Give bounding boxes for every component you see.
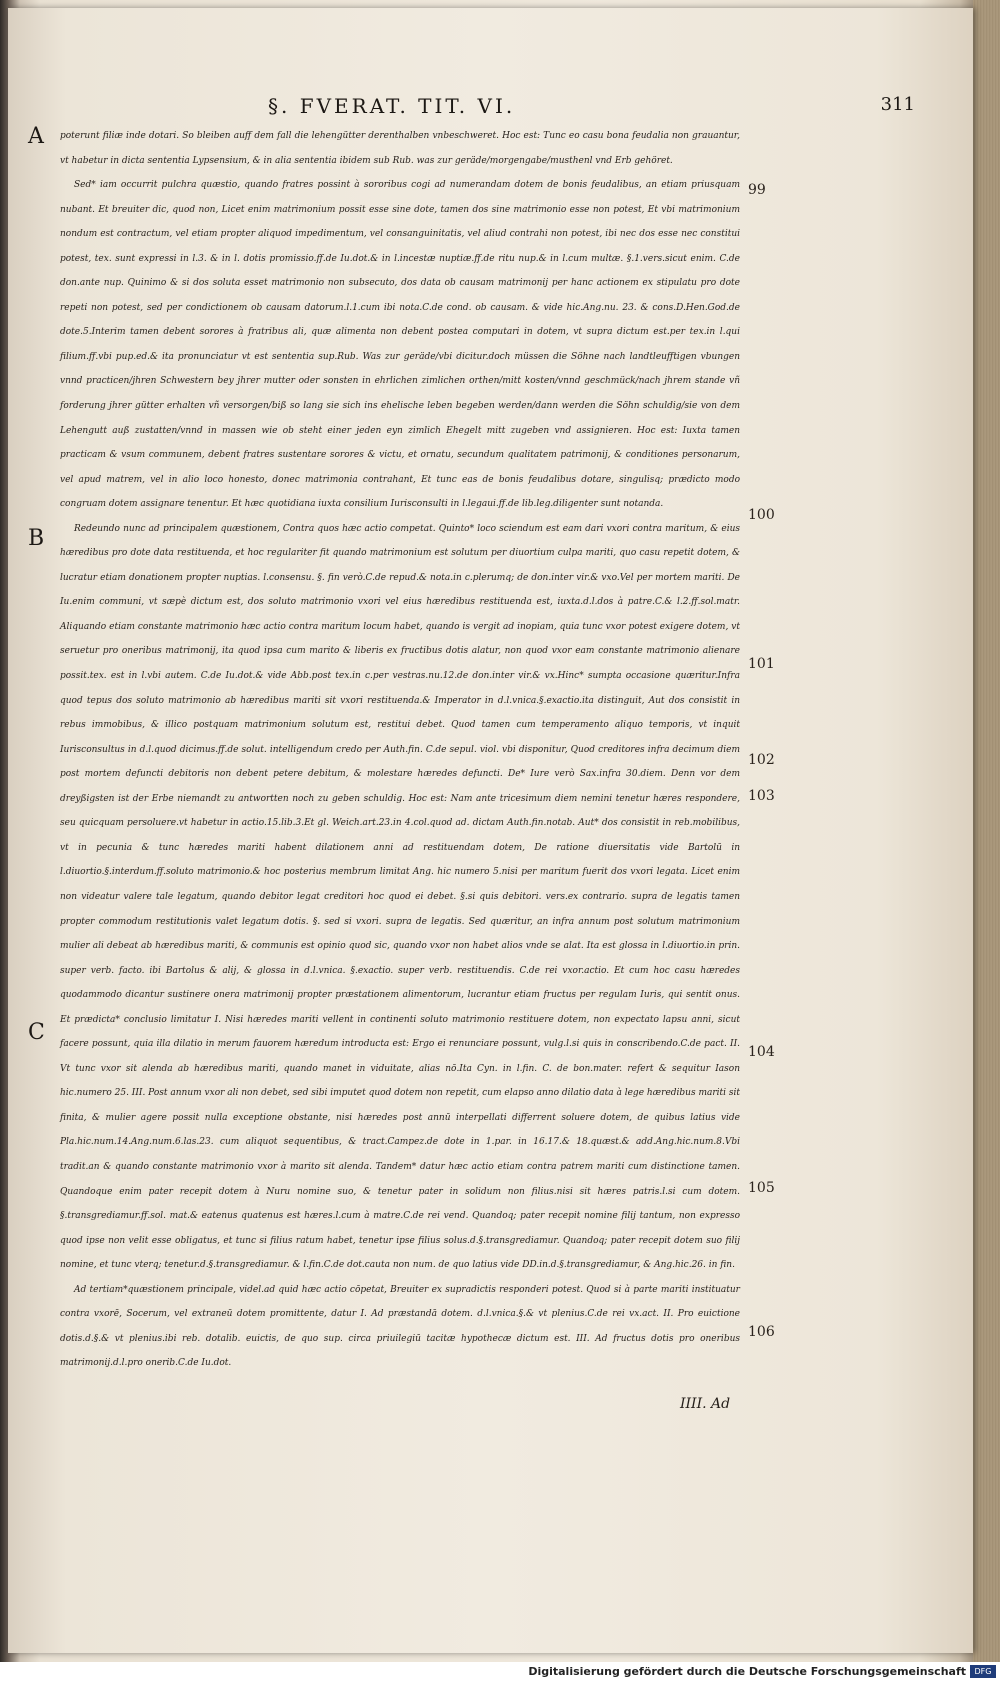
paragraph: poterunt filiæ inde dotari. So bleiben auff dem fall die lehengütter derenthalben vnbeschweret. Hoc est: Tunc eo casu bona feudalia non grauantur, vt habetur in dicta sententia Lypsensium, & in alia sententia ibidem sub Rub. was zur geräde/morgengabe/musthenl vnd Erb gehöret.: [60, 131, 740, 166]
catchword: IIII. Ad: [680, 1396, 731, 1412]
margin-number: 106: [748, 1324, 775, 1340]
margin-letter-a: A: [28, 124, 44, 149]
margin-letter-b: B: [28, 526, 45, 551]
footer-credit: Digitalisierung gefördert durch die Deutsche Forschungsgemeinschaft: [528, 1665, 966, 1678]
body-text: [60, 124, 740, 1376]
margin-number: 99: [748, 182, 766, 198]
book-page: [8, 8, 973, 1653]
dfg-logo: DFG: [970, 1665, 996, 1678]
paragraph: Redeundo nunc ad principalem quæstionem, Contra quos hæc actio competat. Quinto* loco sciendum est eam dari vxori contra maritum, & eius hæredibus pro dote data restituenda, et hoc regulariter fit quando matrimonium est solutum per diuortium culpa mariti, quo casu repetit dotem, & lucratur etiam donationem propter nuptias. l.consensu. §. fin verò.C.de repud.& nota.in c.plerumq; de don.inter vir.& vxo.Vel per mortem mariti. De Iu.enim communi, vt sæpè dictum est, dos soluto matrimonio vxori vel eius hæredibus restituenda est, iuxta.d.l.dos à patre.C.& l.2.ff.sol.matr. Aliquando etiam constante matrimonio hæc actio contra maritum locum habet, quando is vergit ad inopiam, quia tunc vxor potest exigere dotem, vt seruetur pro oneribus matrimonij, ita quod ipsa cum marito & liberis ex fructibus dotis alatur, non quod vxor eam constante matrimonio alienare possit.tex. est in l.vbi autem. C.de Iu.dot.& vide Abb.post tex.in c.per vestras.nu.12.de don.inter vir.& vx.Hinc* sumpta occasione quæritur.Infra quod tepus dos soluto matrimonio ab hæredibus mariti sit vxori restituenda.& Imperator in d.l.vnica.§.exactio.ita distinguit, Aut dos consistit in rebus immobibus, & illico postquam matrimonium solutum est, restitui debet. Quod tamen cum temperamento aliquo temporis, vt inquit Iurisconsultus in d.l.quod dicimus.ff.de solut. intelligendum credo per Auth.fin. C.de sepul. viol. vbi disponitur, Quod creditores infra decimum diem post mortem defuncti debitoris non debent petere debitum, & molestare hæredes defuncti. De* Iure verò Sax.infra 30.diem. Denn vor dem dreyßigsten ist der Erbe niemandt zu antwortten noch zu geben schuldig. Hoc est: Nam ante tricesimum diem nemini tenetur hæres respondere, seu quicquam persoluere.vt habetur in actio.15.lib.3.Et gl. Weich.art.23.in 4.col.quod ad. dictam Auth.fin.notab. Aut* dos consistit in reb.mobilibus, vt in pecunia & tunc hæredes mariti habent dilationem anni ad restituendam dotem, De ratione diuersitatis vide Bartolū in l.diuortio.§.interdum.ff.soluto matrimonio.& hoc posterius membrum limitat Ang. hic numero 5.nisi per maritum fuerit dos vxori legata. Licet enim non videatur valere tale legatum, quando debitor legat creditori hoc quod ei debet. §.si quis debitori. vers.ex contrario. supra de legatis tamen propter commodum restitutionis valet legatum dotis. §. sed si vxori. supra de legatis. Sed quæritur, an infra annum post solutum matrimonium mulier ali debeat ab hæredibus mariti, & communis est opinio quod sic, quando vxor non habet alios vnde se alat. Ita est glossa in l.diuortio.in prin. super verb. facto. ibi Bartolus & alij, & glossa in d.l.vnica. §.exactio. super verb. restituendis. C.de rei vxor.actio. Et cum hoc casu hæredes quodammodo dicantur sustinere onera matrimonij propter præstationem alimentorum, lucrantur etiam fructus per regulam Iuris, qui sentit onus. Et prædicta* conclusio limitatur I. Nisi hæredes mariti vellent in continenti soluto matrimonio restituere dotem, non expectato lapsu anni, sicut facere possunt, quia illa dilatio in merum fauorem hæredum introducta est: Ergo ei renunciare possunt, vulg.l.si quis in conscribendo.C.de pact. II. Vt tunc vxor sit alenda ab hæredibus mariti, quando manet in viduitate, alias nō.Ita Cyn. in l.fin. C. de bon.mater. refert & sequitur Iason hic.numero 25. III. Post annum vxor ali non debet, sed sibi imputet quod dotem non repetit, cum elapso anno dilatio data à lege hæredibus mariti sit finita, & mulier agere possit nulla exceptione obstante, nisi hæredes post annū interpellati differrent soluere dotem, de quibus latius vide Pla.hic.num.14.Ang.num.6.las.23. cum aliquot sequentibus, & tract.Campez.de dote in 1.par. in 16.17.& 18.quæst.& add.Ang.hic.num.8.Vbi tradit.an & quando constante matrimonio vxor à marito sit alenda. Tandem* datur hæc actio etiam contra patrem mariti cum distinctione tamen. Quandoque enim pater recepit dotem à Nuru nomine suo, & tenetur pater in solidum non filius.nisi sit hæres patris.l.si cum dotem. §.transgrediamur.ff.sol. mat.& eatenus quatenus est hæres.l.cum à matre.C.de rei vend. Quandoq; pater recepit nomine filij tantum, non expresso quod ipse non velit esse obligatus, et tunc si filius ratum habet, tenetur ipse filius solus.d.§.transgrediamur. Quandoq; pater recepit dotem suo filij nomine, et tunc vterq; tenetur.d.§.transgrediamur. & l.fin.C.de dot.cauta non num. de quo latius vide DD.in.d.§.transgrediamur, & Ang.hic.26. in fin.: [60, 523, 740, 1271]
margin-number: 103: [748, 788, 775, 804]
margin-letter-c: C: [28, 1020, 45, 1045]
paragraph: Ad tertiam*quæstionem principale, videl.ad quid hæc actio cōpetat, Breuiter ex supradictis responderi potest. Quod si à parte mariti instituatur contra vxorē, Socerum, vel extraneū dotem promittente, datur I. Ad præstandā dotem. d.l.vnica.§.& vt plenius.C.de rei vx.act. II. Pro euictione dotis.d.§.& vt plenius.ibi reb. dotalib. euictis, de quo sup. circa priuilegiū tacitæ hypothecæ dictum est. III. Ad fructus dotis pro oneribus matrimonij.d.l.pro onerib.C.de Iu.dot.: [60, 1284, 740, 1369]
paragraph: Sed* iam occurrit pulchra quæstio, quando fratres possint à sororibus cogi ad numerandam dotem de bonis feudalibus, an etiam priusquam nubant. Et breuiter dic, quod non, Licet enim matrimonium possit esse sine dote, tamen dos sine matrimonio esse non potest, Et vbi matrimonium nondum est contractum, vel etiam propter aliquod impedimentum, vel consanguinitatis, vel aliud contrahi non potest, ibi nec dos esse nec constitui potest, tex. sunt expressi in l.3. & in l. dotis promissio.ff.de Iu.dot.& in l.incestæ nuptiæ.ff.de ritu nup.& in l.cum multæ. §.1.vers.sicut enim. C.de don.ante nup. Quinimo & si dos soluta esset matrimonio non subsecuto, dos data ob causam matrimonij per hanc actionem ex stipulatu pro dote repeti non potest, sed per condictionem ob causam datorum.l.1.cum ibi nota.C.de cond. ob causam. & vide hic.Ang.nu. 23. & cons.D.Hen.God.de dote.5.Interim tamen debent sorores à fratribus ali, quæ alimenta non debent postea computari in dotem, vt supra dictum est.per tex.in l.qui filium.ff.vbi pup.ed.& ita pronunciatur vt est sententia sup.Rub. Was zur geräde/vbi dicitur.doch müssen die Söhne nach landtleufftigen vbungen vnnd practicen/jhren Schwestern bey jhrer mutter oder sonsten in ehrlichen zimlichen orthen/mitt kosten/vnnd geschmück/nach jhrem stande vñ forderung jhrer gütter erhalten vñ versorgen/biß so lang sie sich ins ehelische leben begeben werden/dann werden die Söhn schuldig/sie von dem Lehengutt auß zustatten/vnnd in massen wie ob steht einer jeden eyn zimlich Ehegelt mitt zugeben vnd assignieren. Hoc est: Iuxta tamen practicam & vsum communem, debent fratres sustentare sorores & victu, et ornatu, secundum qualitatem patrimonij, & conditiones personarum, vel apud matrem, vel in alio loco honesto, donec matrimonia contrahant, Et tunc eas de bonis feudalibus dotare, singulisq; prædicto modo congruam dotem assignare tenentur. Et hæc quotidiana iuxta consilium Iurisconsulti in l.legaui.ff.de lib.leg.diligenter sunt notanda.: [60, 180, 740, 510]
margin-number: 102: [748, 752, 775, 768]
margin-number: 105: [748, 1180, 775, 1196]
margin-number: 104: [748, 1044, 775, 1060]
page-number: 311: [880, 94, 915, 115]
digitization-footer: [0, 1662, 1000, 1682]
margin-number: 100: [748, 507, 775, 523]
running-title: §. FVERAT. TIT. VI.: [268, 94, 516, 118]
margin-number: 101: [748, 656, 775, 672]
running-header: [8, 94, 973, 120]
book-page-edge: [973, 0, 1000, 1682]
